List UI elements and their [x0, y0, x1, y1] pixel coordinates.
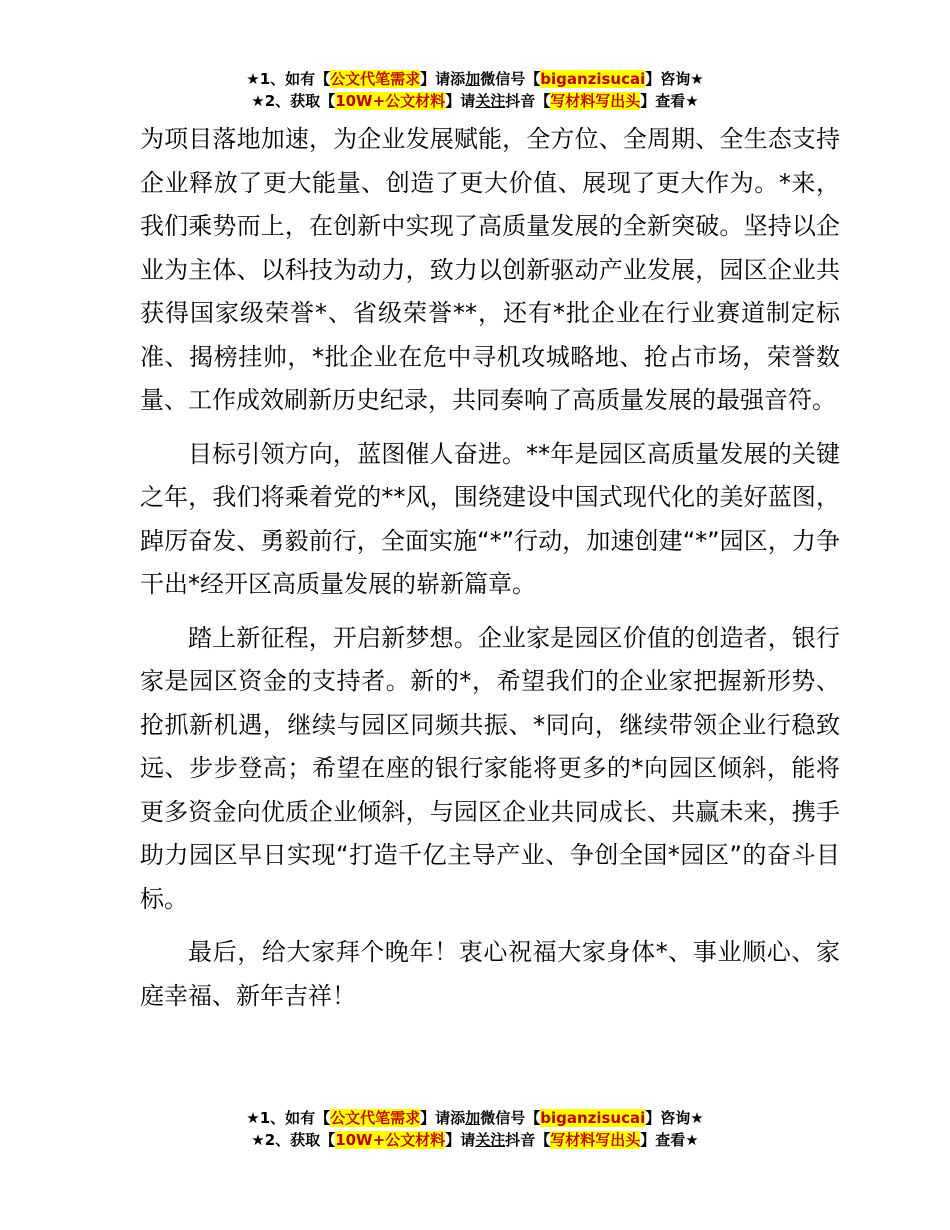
paragraph-1: 为项目落地加速，为企业发展赋能，全方位、全周期、全生态支持企业释放了更大能量、创造了更大价值、展现了更大作为。*来，我们乘势而上，在创新中实现了高质量发展的全新突破。坚持以企业为主体、以科技为动力，致力以创新驱动产业发展，园区企业共获得国家级荣誉*、省级荣誉**，还有*批企业在行业赛道制定标准、揭榜挂帅，*批企业在危中寻机攻城略地、抢占市场，荣誉数量、工作成效刷新历史纪录，共同奏响了高质量发展的最强音符。 [140, 125, 840, 414]
document-body [140, 118, 840, 1028]
banner-highlight: 10W+公文材料 [335, 1131, 446, 1149]
banner-text: 】请 [445, 1131, 476, 1149]
banner-text: 微信号【 [480, 1109, 541, 1127]
paragraph-4: 最后，给大家拜个晚年！衷心祝福大家身体*、事业顺心、家庭幸福、新年吉祥！ [140, 938, 840, 1010]
banner-text: 微信号【 [480, 70, 541, 88]
banner-highlight-wechat: biganzisucai [540, 1109, 646, 1127]
banner-line-1 [0, 1107, 950, 1129]
banner-highlight: 10W+公文材料 [335, 92, 446, 110]
paragraph-3: 踏上新征程，开启新梦想。企业家是园区价值的创造者，银行家是园区资金的支持者。新的*，希望我们的企业家把握新形势、抢抓新机遇，继续与园区同频共振、*同向，继续带领企业行稳致远、步步登高；希望在座的银行家能将更多的*向园区倾斜，能将更多资金向优质企业倾斜，与园区企业共同成长、共赢未来，携手助力园区早日实现“打造千亿主导产业、争创全国*园区”的奋斗目标。 [140, 623, 840, 913]
paragraph-2: 目标引领方向，蓝图催人奋进。**年是园区高质量发展的关键之年，我们将乘着党的**风，围绕建设中国式现代化的美好蓝图，踔厉奋发、勇毅前行，全面实施“*”行动，加速创建“*”园区，力争干出*经开区高质量发展的崭新篇章。 [140, 439, 840, 598]
banner-text-underlined: 加 [465, 70, 481, 88]
banner-text: ★2、获取【 [251, 92, 336, 110]
banner-highlight-douyin: 写材料写出头 [550, 1131, 641, 1149]
banner-text: 】查看★ [640, 92, 699, 110]
banner-text: 】请 [445, 92, 476, 110]
banner-text: 】咨询★ [645, 70, 704, 88]
banner-highlight-wechat: biganzisucai [540, 70, 646, 88]
banner-line-2 [0, 90, 950, 112]
banner-text: 】请添 [420, 1109, 466, 1127]
banner-highlight-douyin: 写材料写出头 [550, 92, 641, 110]
banner-line-2 [0, 1129, 950, 1151]
banner-text: 抖音【 [505, 92, 551, 110]
banner-highlight: 公文代笔需求 [330, 70, 421, 88]
banner-text-underlined: 关注 [475, 1131, 506, 1149]
footer-banner [0, 1107, 950, 1151]
banner-text-underlined: 加 [465, 1109, 481, 1127]
banner-text: 】查看★ [640, 1131, 699, 1149]
banner-text: 抖音【 [505, 1131, 551, 1149]
banner-text: ★1、如有【 [246, 1109, 331, 1127]
banner-line-1 [0, 68, 950, 90]
banner-text-underlined: 关注 [475, 92, 506, 110]
banner-highlight: 公文代笔需求 [330, 1109, 421, 1127]
banner-text: 】请添 [420, 70, 466, 88]
header-banner [0, 68, 950, 112]
banner-text: ★1、如有【 [246, 70, 331, 88]
banner-text: 】咨询★ [645, 1109, 704, 1127]
banner-text: ★2、获取【 [251, 1131, 336, 1149]
